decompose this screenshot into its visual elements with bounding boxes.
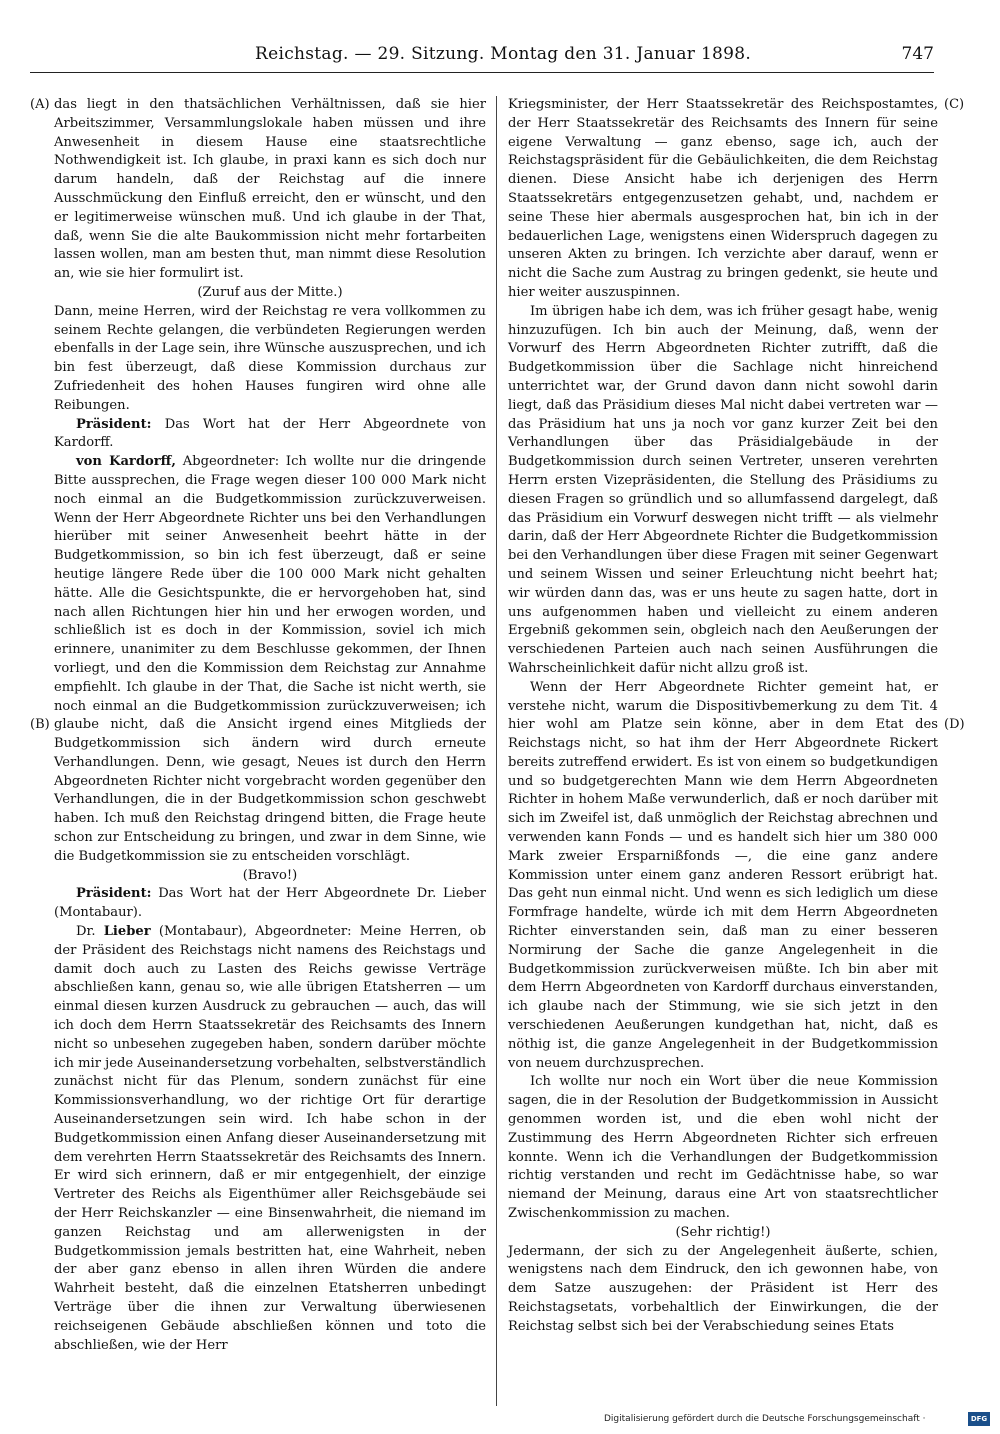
margin-mark-d: (D): [944, 717, 965, 732]
paragraph: Wenn der Herr Abgeordnete Richter gemeint hat, er verstehe nicht, warum die Dispositivbemerkung zu dem Tit. 4 hier wohl am Platze sein könne, aber in dem Etat des Reichstags nicht, so hat ihm der Herr Abgeordnete Rickert bereits zutreffend erwidert. Es ist von einem so budgetkundigen und so budgetgerechten Mann wie dem Herrn Abgeordneten Richter in hohem Maße verwunderlich, daß er noch darüber mit sich im Zweifel ist, daß unmöglich der Reichstag abrechnen und verwenden kann Fonds — und es handelt sich hier um 380 000 Mark zweier Ersparnißfonds —, die eine ganz andere Kommission unter einem ganz anderen Ressort erübrigt hat. Das geht nun einmal nicht. Und wenn es sich lediglich um diese Formfrage handelte, würde ich mit dem Herrn Abgeordneten Richter einverstanden sein, daß man zu einer besseren Normirung der Sache die ganze Angelegenheit in die Budgetkommission zurückverweisen müßte. Ich bin aber mit dem Herrn Abgeordneten von Kardorff durchaus einverstanden, ich glaube nach der Stimmung, wie sie sich jetzt in den verschiedenen Aeußerungen kundgethan hat, nicht, daß es nöthig ist, die ganze Angelegenheit in der Budgetkommission von neuem durchzusprechen.: [508, 679, 938, 1071]
dfg-logo: DFG: [968, 1412, 990, 1426]
speech-text: Abgeordneter: Ich wollte nur die dringende Bitte aussprechen, die Frage wegen dieser 100 000 Mark nicht noch einmal an die Budgetkommission zurückzuverweisen. Wenn der Herr Abgeordnete Richter uns bei den Verhandlungen hierüber mit seiner Anwesenheit beehrt hätte in der Budgetkommission, so bin ich fest überzeugt, daß er seine heutige längere Rede über die 100 000 Mark nicht gehalten hätte. Alle die Gesichtspunkte, die er hervorgehoben hat, sind nach allen Richtungen hier hin und her erwogen worden, und schließlich ist es doch in der Kommission, soviel ich mich erinnere, unanimiter zu dem Beschlusse gekommen, der Ihnen vorliegt, und den die Kommission dem Reichstag zur Annahme empfiehlt. Ich glaube in der That, die Sache ist nicht werth, sie noch einmal an die Budgetkommission zurückzuverweisen; ich glaube nicht, daß die Ansicht irgend eines Mitglieds der Budgetkommission sich ändern wird durch erneute Verhandlungen. Denn, wie gesagt, Neues ist durch den Herrn Abgeordneten Richter nicht vorgebracht worden gegenüber den Verhandlungen, die in der Budgetkommission schon geschwebt haben. Ich muß den Reichstag dringend bitten, die Frage heute schon zur Entscheidung zu bringen, und zwar in dem Sinne, wie die Budgetkommission sie zu entscheiden vorschlägt.: [54, 454, 486, 864]
left-column: [54, 96, 486, 1355]
page-header: [0, 40, 1000, 72]
speaker-name: Lieber: [103, 924, 151, 940]
margin-mark-a: (A): [30, 97, 50, 112]
speaker-paragraph: [54, 416, 486, 454]
speaker-name: von Kardorff,: [76, 454, 176, 470]
margin-mark-b: (B): [30, 717, 50, 732]
interjection: (Bravo!): [242, 867, 298, 883]
margin-mark-c: (C): [944, 97, 965, 112]
speech-text: Das Wort hat der Herr Abgeordnete Dr. Lieber (Montabaur).: [54, 886, 486, 921]
running-title: Reichstag. — 29. Sitzung. Montag den 31. Januar 1898.: [255, 44, 752, 64]
speaker-paragraph: [54, 453, 486, 867]
paragraph: Kriegsminister, der Herr Staatssekretär des Reichspostamtes, der Herr Staatssekretär des Reichsamts des Innern für seine eigene Verwaltung — ganz ebenso, sage ich, auch der Reichstagspräsident für die Gebäulichkeiten, die dem Reichstag dienen. Diese Ansicht habe ich derjenigen des Herrn Staatssekretärs entgegenzusetzen gehabt, und, nachdem er seine These hier abermals ausgesprochen hat, bin ich in der bedauerlichen Lage, wenigstens einen Widerspruch dagegen zu unseren Akten zu bringen. Ich verzichte aber darauf, wenn er nicht die Sache zum Austrag zu bringen gedenkt, sie heute und hier weiter auszuspinnen.: [508, 97, 938, 300]
digitization-credit: Digitalisierung gefördert durch die Deutsche Forschungsgemeinschaft ·: [604, 1414, 926, 1424]
speaker-name: Präsident:: [76, 886, 152, 902]
paragraph: Dann, meine Herren, wird der Reichstag re vera vollkommen zu seinem Rechte gelangen, die verbündeten Regierungen werden ebenfalls in der Lage sein, ihre Wünsche auszusprechen, und ich bin fest überzeugt, daß diese Kommission durchaus zur Zufriedenheit des hohen Hauses fungiren wird ohne alle Reibungen.: [54, 303, 486, 413]
header-rule: [30, 72, 934, 73]
paragraph: Im übrigen habe ich dem, was ich früher gesagt habe, wenig hinzuzufügen. Ich bin auch der Meinung, daß, wenn der Vorwurf des Herrn Abgeordneten Richter zutrifft, daß die Budgetkommission über die Sachlage nicht hinreichend unterrichtet war, der Grund davon dann nicht sowohl darin liegt, daß das Präsidium dieses Mal nicht dabei vertreten war — das Präsidium hat uns ja noch vor ganz kurzer Zeit bei den Verhandlungen über das Präsidialgebäude in der Budgetkommission durch seinen Vertreter, unseren verehrten Herrn ersten Vizepräsidenten, die Stellung des Präsidiums zu diesen Fragen so gründlich und so allumfassend dargelegt, daß das Präsidium ein Vorwurf deswegen nicht trifft — als vielmehr darin, daß der Herr Abgeordnete Richter die Budgetkommission bei den Verhandlungen über diese Fragen mit seiner Gegenwart und seinem Wissen und seiner Erleuchtung nicht beehrt hat; wir würden dann das, was er uns heute zu sagen hatte, dort in uns aufgenommen haben und vielleicht zu einem anderen Ergebniß gekommen sein, obgleich nach den Aeußerungen der verschiedenen Parteien auch nach seinen Ausführungen die Wahrscheinlichkeit dafür nicht allzu groß ist.: [508, 303, 938, 676]
speaker-title: Dr.: [76, 924, 104, 940]
speaker-paragraph: [54, 923, 486, 1355]
speech-text: Das Wort hat der Herr Abgeordnete von Kardorff.: [54, 416, 486, 451]
right-column: [508, 96, 938, 1337]
speaker-paragraph: [54, 885, 486, 923]
paragraph: Jedermann, der sich zu der Angelegenheit äußerte, schien, wenigstens nach dem Eindruck, den ich gewonnen habe, von dem Satze auszugehen: der Präsident ist Herr des Reichstagsetats, vorbehaltlich der Einwirkungen, die der Reichstag selbst sich bei der Verabschiedung seines Etats: [508, 1243, 938, 1334]
speech-text: (Montabaur), Abgeordneter: Meine Herren, ob der Präsident des Reichstags nicht namens des Reichstags und damit doch auch zu Lasten des Reichs gewisse Verträge abschließen kann, genau so, wie alle übrigen Etatsherren — um einmal diesen kurzen Ausdruck zu gebrauchen — auch, das will ich doch dem Herrn Staatssekretär des Reichsamts des Innern nicht so unbesehen zugegeben haben, sondern darüber möchte ich mir jede Auseinandersetzung vorbehalten, selbstverständlich zunächst nicht für das Plenum, sondern zunächst für eine Kommissionsverhandlung, wo der richtige Ort für derartige Auseinandersetzungen sein wird. Ich habe schon in der Budgetkommission einen Anfang dieser Auseinandersetzung mit dem verehrten Herrn Staatssekretär des Reichsamts des Innern. Er wird sich erinnern, daß er mir entgegenhielt, der einzige Vertreter des Reichs als Eigenthümer aller Reichsgebäude sei der Herr Reichskanzler — eine Binsenwahrheit, die niemand im ganzen Reichstag und am allerwenigsten in der Budgetkommission jemals bestritten hat, eine Wahrheit, neben der aber ganz ebenso in allen ihren Würden die andere Wahrheit besteht, daß die einzelnen Etatsherren unbedingt Verträge über die ihnen zur Verwaltung überwiesenen reichseigenen Gebäude abschließen können und toto die abschließen, wie der Herr: [54, 924, 486, 1353]
speaker-name: Präsident:: [76, 416, 152, 432]
column-divider: [496, 96, 497, 1406]
interjection: (Zuruf aus der Mitte.): [197, 284, 343, 300]
interjection: (Sehr richtig!): [675, 1224, 771, 1240]
paragraph: das liegt in den thatsächlichen Verhältnissen, daß sie hier Arbeitszimmer, Versammlungslokale haben müssen und ihre Anwesenheit in diesem Hause eine staatsrechtliche Nothwendigkeit ist. Ich glaube, in praxi kann es sich doch nur darum handeln, daß der Reichstag auf die innere Ausschmückung den Einfluß erreicht, den er wünscht, und den er legitimerweise wünschen muß. Und ich glaube in der That, daß, wenn Sie die alte Baukommission nicht mehr fortarbeiten lassen wollen, man am besten thut, man nimmt diese Resolution an, wie sie hier formulirt ist.: [54, 97, 486, 282]
paragraph: Ich wollte nur noch ein Wort über die neue Kommission sagen, die in der Resolution der Budgetkommission in Aussicht genommen worden ist, und die eben wohl nicht der Zustimmung des Herrn Abgeordneten Richter sich erfreuen konnte. Wenn ich die Verhandlungen der Budgetkommission richtig verstanden und recht im Gedächtnisse habe, so war niemand der Meinung, daraus eine Art von staatsrechtlicher Zwischenkommission zu machen.: [508, 1074, 938, 1222]
page-number: 747: [901, 44, 934, 64]
